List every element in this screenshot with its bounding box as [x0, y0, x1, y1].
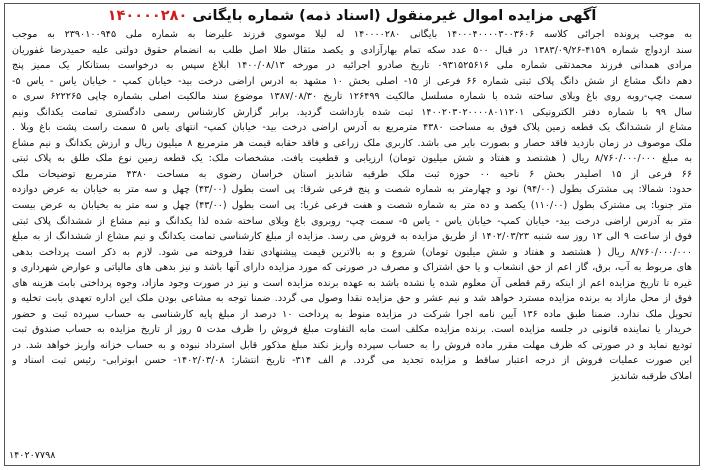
notice-line: حدود: شمالا: پی مشترک بطول (۹۴/۰۰) نود و چهارمتر به شماره شصت و پنج فرعی شرقا: پی است بطول (۴۳/۰۰) چهل و سه متر به خیابان به عرض دوازده	[12, 184, 692, 196]
notice-line-signature: املاک طرقبه شاندیز	[611, 371, 692, 383]
notice-line: دهم دانگ مشاع از شش دانگ پلاک ثبتی شماره ۶۶ فرعی از ۱۵- اصلی بخش ۱۰ مشهد به ادرس اراضی درخت بید- خیابان کمپ - خیابان یاس - یاس ۵-	[12, 75, 692, 87]
notice-body	[12, 27, 692, 385]
notice-line: سند ازدواج شماره ۴۱۵۹-۱۳۸۳/۰۹/۲۶ در قبال ۵۰۰ عدد سکه تمام بهارآزادی و یکصد مثقال طلا اصل طلب به انضمام حقوق دولتی علیه حمیدرضا غفوریان	[12, 44, 692, 56]
notice-line: به موجب پرونده اجرائی کلاسه ۱۴۰۰۰۴۰۰۰۰۳۰۰۳۶۰۶ بایگانی ۱۴۰۰۰۰۲۸۰ له لیلا موسوی فرزند علیرضا به شماره ملی ۲۳۹۰۱۰۰۹۴۵ به موجب	[12, 29, 692, 40]
notice-line: ۸/۷۶۰/۰۰۰/۰۰۰ ریال ( هشتصد و هفتاد و شش میلیون تومان) شروع و به بالاترین قیمت پیشنهادی نقدا فروخته می شود. لازم به ذکر است پرداخت بدهی	[12, 246, 692, 258]
notice-line: فوق از محل مازاد به برنده مزایده مسترد خواهد شد و نیم عشر و حق مزایده نقدا وصول می گردد. ضمنا توجه به مشاعی بودن ملک این اداره تعهدی بابت تخلیه و	[12, 293, 692, 305]
notice-line: های مربوط به آب، برق، گاز اعم از حق انشعاب و یا حق اشتراک و مصرف در صورتی که مورد مزایده دارای آنها باشد و نیز بدهی های مالیاتی و عوارض شهرداری و	[12, 262, 692, 274]
notice-line: غیره تا تاریخ مزایده اعم از اینکه رقم قطعی آن معلوم شده یا نشده باشد به عهده برنده مزایده است و نیز در صورت وجود مازاد، وجوه پرداختی بابت هزینه های	[12, 277, 692, 289]
notice-archive-number: ۱۴۰۰۰۰۲۸۰	[107, 8, 188, 24]
notice-line: تحویل ملک ندارد. ضمنا طبق ماده ۱۳۶ آیین نامه اجرا شرکت در مزایده منوط به پرداخت ۱۰ درصد از مبلغ پایه کارشناسی به حساب سپرده ثبت و حضور	[12, 308, 692, 320]
publication-code: ۱۴۰۲۰۷۷۹۸	[9, 450, 56, 461]
auction-notice	[4, 3, 700, 466]
notice-line: مشاع از ششدانگ یک قطعه زمین پلاک فوق به مساحت ۴۳۸۰ مترمربع به آدرس اراضی درخت بید- خیابان کمپ- انتهای یاس ۵ سمت راست پشت باغ ویلا .	[12, 122, 692, 134]
notice-line: متر جنوبا: پی مشترک بطول (۱۱۰/۰۰) یکصد و ده متر به شماره شصت و هفت فرعی غربا: پی است بطول (۴۳/۰۰) چهل و سه متر به بخیابان به عرض بیست	[12, 200, 692, 212]
notice-line: به مبلغ ۸/۷۶۰/۰۰۰/۰۰۰ ریال ( هشتصد و هفتاد و شش میلیون تومان) ارزیابی و قطعیت یافت. مشخصات ملک: یک قطعه زمین نوع ملک طلق به پلاک ثبتی	[12, 153, 692, 165]
notice-line: متر به آدرس اراضی درخت بید- خیابان کمپ- خیابان یاس - یاس ۵- سمت چپ- روبروی باغ ویلای ساخته شده لذا یکدانگ و نیم مشاع از ششدانگ پلاک ثبتی	[12, 215, 692, 227]
notice-line: خریدار یا نماینده قانونی در جلسه مزایده است. برنده مزایده مکلف است مابه التفاوت مبلغ فروش را ظرف مدت ۵ روز از تاریخ مزایده به حساب صندوق ثبت	[12, 324, 692, 336]
notice-line: سال ۹۹ با شماره دفتر الکترونیکی ۱۴۰۰۲۰۳۰۲۰۰۰۰۸۰۱۱۲۰۱ ثبت شده بازداشت گردید. برابر گزارش کارشناس رسمی دادگستری تمامت یکدانگ ونیم	[12, 106, 692, 118]
notice-line: ملک موصوف در زمان بازدید فاقد حصار و بصورت بایر می باشد. کاربری ملک زراعی و فاقد حقابه قیمت هر مترمربع ۸ میلیون ریال و ارزش یکدانگ و نیم مشاع	[12, 137, 692, 149]
notice-line: سمت چپ-روبه روی باغ ویلای ساخته شده با شماره مسلسل مالکیت ۱۲۶۴۹۹ تاریخ ۱۳۸۷/۰۸/۳۰ موضوع سند مالکیت اصلی بشماره چاپی ۶۲۲۲۶۵ سری ه	[12, 91, 692, 103]
notice-line: تودیع نماید و در صورتی که ظرف مهلت مقرر ماده فروش را به حساب سپرده واریز نکند مبلغ مذکور قابل استرداد نبوده و به حساب خزانه واریز خواهد شد. در	[12, 339, 692, 351]
notice-line: مرادی همدانی فرزند محمدتقی شماره ملی ۰۹۳۱۵۲۵۶۱۶ تاریخ صادرو اجرائیه در مورخه ۱۴۰۰/۰۸/۱۳ ابلاغ سپس به درخواست بستانکار یک ممیز پنج	[12, 60, 692, 72]
notice-line: این صورت عملیات فروش از درجه اعتبار ساقط و مزایده تجدید می گردد. م الف ۳۱۴- تاریخ انتشار: ۱۴۰۲/۰۳/۰۸- حسن ابوترابی- رئیس ثبت اسناد و	[12, 355, 692, 367]
notice-line: فوق از ساعت ۹ الی ۱۲ روز سه شنبه ۱۴۰۲/۰۳/۲۳ از طریق مزایده به فروش می رسد. مزایده از مبلغ کارشناسی تمامت یکدانگ و نیم مشاع از ششدانگ از به مبلغ	[12, 231, 692, 243]
notice-line: ۶۶ فرعی از ۱۵ اصلیدر بخش ۶ ناحیه ۰۰ حوزه ثبت ملک طرقبه شاندیز استان خراسان رضوی به مساحت ۴۳۸۰ مترمربع توضیحات ملک	[12, 168, 692, 180]
notice-title-text: آگهی مزایده اموال غیرمنقول (اسناد ذمه) شماره بایگانی	[187, 8, 597, 24]
notice-title	[12, 6, 692, 26]
